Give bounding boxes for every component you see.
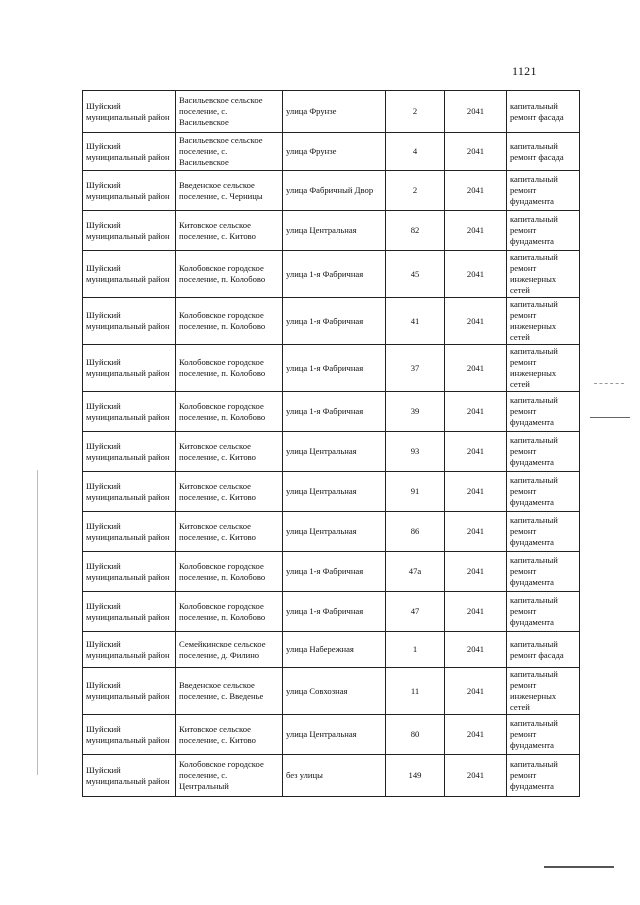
cell-street: улица Центральная	[283, 472, 386, 512]
cell-work-type: капитальный ремонт фундамента	[507, 392, 580, 432]
cell-house-number: 1	[386, 632, 445, 668]
cell-settlement: Китовское сельское поселение, с. Китово	[176, 512, 283, 552]
cell-settlement: Колобовское городское поселение, п. Колобово	[176, 392, 283, 432]
cell-district: Шуйский муниципальный район	[83, 133, 176, 171]
cell-year: 2041	[445, 715, 507, 755]
cell-year: 2041	[445, 392, 507, 432]
cell-settlement: Колобовское городское поселение, п. Колобово	[176, 251, 283, 298]
cell-district: Шуйский муниципальный район	[83, 91, 176, 133]
cell-work-type: капитальный ремонт фасада	[507, 91, 580, 133]
cell-house-number: 91	[386, 472, 445, 512]
table-row	[83, 432, 580, 472]
cell-settlement: Семейкинское сельское поселение, д. Филино	[176, 632, 283, 668]
cell-house-number: 82	[386, 211, 445, 251]
cell-year: 2041	[445, 755, 507, 797]
cell-year: 2041	[445, 472, 507, 512]
bottom-margin-line	[544, 866, 614, 868]
cell-district: Шуйский муниципальный район	[83, 668, 176, 715]
cell-street: улица Набережная	[283, 632, 386, 668]
cell-settlement: Колобовское городское поселение, п. Колобово	[176, 345, 283, 392]
cell-street: улица Фабричный Двор	[283, 171, 386, 211]
binding-edge-mark	[37, 470, 38, 775]
cell-street: улица Фрунзе	[283, 133, 386, 171]
table-row	[83, 715, 580, 755]
cell-work-type: капитальный ремонт фундамента	[507, 211, 580, 251]
cell-work-type: капитальный ремонт фундамента	[507, 472, 580, 512]
repair-schedule-table	[82, 90, 580, 797]
table-row	[83, 632, 580, 668]
cell-settlement: Введенское сельское поселение, с. Введенье	[176, 668, 283, 715]
cell-work-type: капитальный ремонт фасада	[507, 133, 580, 171]
cell-district: Шуйский муниципальный район	[83, 432, 176, 472]
cell-house-number: 37	[386, 345, 445, 392]
cell-settlement: Колобовское городское поселение, п. Колобово	[176, 552, 283, 592]
cell-settlement: Васильевское сельское поселение, с. Васильевское	[176, 133, 283, 171]
cell-work-type: капитальный ремонт фундамента	[507, 715, 580, 755]
cell-work-type: капитальный ремонт инженерных сетей	[507, 298, 580, 345]
cell-house-number: 2	[386, 91, 445, 133]
cell-street: улица 1-я Фабричная	[283, 552, 386, 592]
cell-work-type: капитальный ремонт фундамента	[507, 552, 580, 592]
table-row	[83, 211, 580, 251]
cell-work-type: капитальный ремонт фундамента	[507, 171, 580, 211]
cell-street: улица Центральная	[283, 715, 386, 755]
table-row	[83, 345, 580, 392]
cell-house-number: 86	[386, 512, 445, 552]
cell-year: 2041	[445, 512, 507, 552]
table-row	[83, 472, 580, 512]
cell-district: Шуйский муниципальный район	[83, 251, 176, 298]
table-row	[83, 592, 580, 632]
cell-year: 2041	[445, 251, 507, 298]
cell-settlement: Китовское сельское поселение, с. Китово	[176, 211, 283, 251]
cell-street: улица Центральная	[283, 211, 386, 251]
cell-house-number: 93	[386, 432, 445, 472]
cell-work-type: капитальный ремонт фасада	[507, 632, 580, 668]
cell-street: улица 1-я Фабричная	[283, 392, 386, 432]
cell-settlement: Колобовское городское поселение, с. Центральный	[176, 755, 283, 797]
cell-work-type: капитальный ремонт инженерных сетей	[507, 345, 580, 392]
table-row	[83, 392, 580, 432]
table-row	[83, 133, 580, 171]
cell-settlement: Китовское сельское поселение, с. Китово	[176, 715, 283, 755]
cell-work-type: капитальный ремонт фундамента	[507, 432, 580, 472]
cell-district: Шуйский муниципальный район	[83, 632, 176, 668]
cell-street: улица 1-я Фабричная	[283, 298, 386, 345]
cell-street: улица Совхозная	[283, 668, 386, 715]
cell-district: Шуйский муниципальный район	[83, 392, 176, 432]
cell-work-type: капитальный ремонт фундамента	[507, 755, 580, 797]
cell-district: Шуйский муниципальный район	[83, 715, 176, 755]
cell-year: 2041	[445, 171, 507, 211]
margin-mark-line	[590, 417, 630, 418]
cell-work-type: капитальный ремонт фундамента	[507, 512, 580, 552]
cell-street: без улицы	[283, 755, 386, 797]
cell-district: Шуйский муниципальный район	[83, 171, 176, 211]
cell-house-number: 39	[386, 392, 445, 432]
cell-street: улица Центральная	[283, 512, 386, 552]
cell-street: улица 1-я Фабричная	[283, 592, 386, 632]
cell-district: Шуйский муниципальный район	[83, 211, 176, 251]
cell-year: 2041	[445, 552, 507, 592]
cell-house-number: 47	[386, 592, 445, 632]
margin-mark-dashed	[594, 383, 624, 384]
cell-district: Шуйский муниципальный район	[83, 512, 176, 552]
cell-year: 2041	[445, 298, 507, 345]
cell-year: 2041	[445, 592, 507, 632]
table-row	[83, 251, 580, 298]
cell-settlement: Китовское сельское поселение, с. Китово	[176, 472, 283, 512]
cell-work-type: капитальный ремонт инженерных сетей	[507, 251, 580, 298]
cell-house-number: 80	[386, 715, 445, 755]
table-row	[83, 668, 580, 715]
cell-house-number: 11	[386, 668, 445, 715]
cell-year: 2041	[445, 91, 507, 133]
table-row	[83, 755, 580, 797]
cell-house-number: 2	[386, 171, 445, 211]
cell-street: улица 1-я Фабричная	[283, 345, 386, 392]
cell-house-number: 149	[386, 755, 445, 797]
cell-street: улица Фрунзе	[283, 91, 386, 133]
cell-year: 2041	[445, 632, 507, 668]
cell-year: 2041	[445, 432, 507, 472]
cell-year: 2041	[445, 345, 507, 392]
cell-settlement: Колобовское городское поселение, п. Колобово	[176, 592, 283, 632]
cell-work-type: капитальный ремонт инженерных сетей	[507, 668, 580, 715]
cell-street: улица 1-я Фабричная	[283, 251, 386, 298]
cell-house-number: 47а	[386, 552, 445, 592]
cell-street: улица Центральная	[283, 432, 386, 472]
table-row	[83, 171, 580, 211]
cell-district: Шуйский муниципальный район	[83, 755, 176, 797]
cell-house-number: 4	[386, 133, 445, 171]
table-row	[83, 512, 580, 552]
table-row	[83, 298, 580, 345]
cell-year: 2041	[445, 133, 507, 171]
cell-work-type: капитальный ремонт фундамента	[507, 592, 580, 632]
cell-district: Шуйский муниципальный район	[83, 592, 176, 632]
cell-settlement: Колобовское городское поселение, п. Колобово	[176, 298, 283, 345]
cell-house-number: 41	[386, 298, 445, 345]
cell-settlement: Китовское сельское поселение, с. Китово	[176, 432, 283, 472]
page-number: 1121	[512, 64, 537, 78]
cell-settlement: Васильевское сельское поселение, с. Васильевское	[176, 91, 283, 133]
cell-district: Шуйский муниципальный район	[83, 345, 176, 392]
cell-year: 2041	[445, 211, 507, 251]
cell-district: Шуйский муниципальный район	[83, 472, 176, 512]
cell-year: 2041	[445, 668, 507, 715]
cell-settlement: Введенское сельское поселение, с. Черницы	[176, 171, 283, 211]
cell-district: Шуйский муниципальный район	[83, 552, 176, 592]
cell-district: Шуйский муниципальный район	[83, 298, 176, 345]
cell-house-number: 45	[386, 251, 445, 298]
table-row	[83, 552, 580, 592]
table-row	[83, 91, 580, 133]
